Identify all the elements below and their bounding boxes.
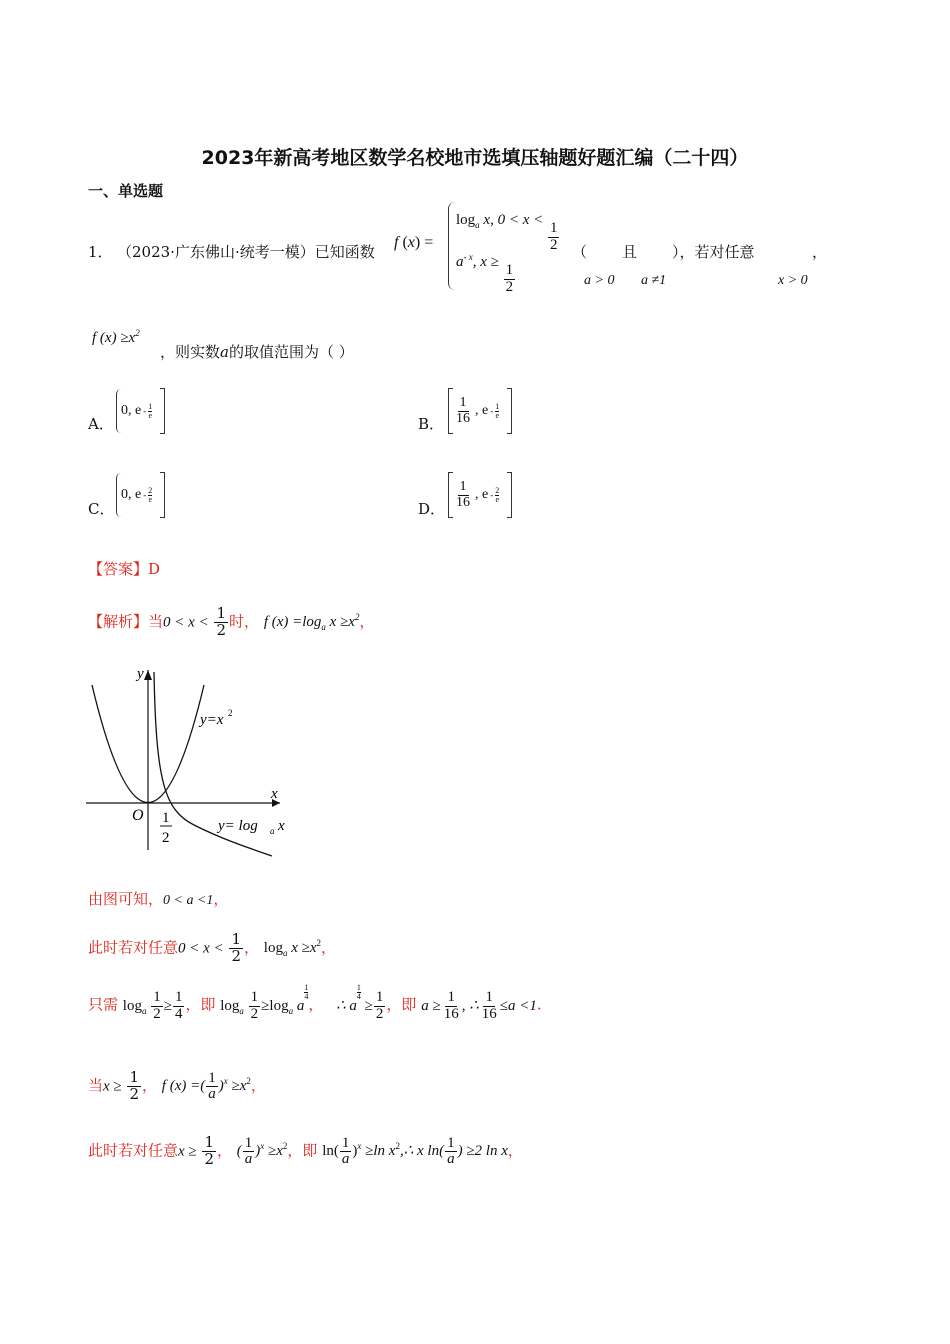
option-c-label[interactable]: C． — [88, 500, 115, 518]
log-label: y= log — [218, 818, 258, 834]
analysis-line-3: 此时若对任意0 < x < $\frac{1}{2}$ ， $\log_a x \ge x^2$， — [88, 930, 337, 965]
graph-x-label: x — [271, 786, 278, 802]
cond-a-positive: a > 0 — [584, 273, 615, 288]
log-label-base: a — [270, 826, 275, 836]
paren-open: （ — [572, 243, 588, 261]
cond-a-not-one: a ≠1 — [641, 273, 667, 288]
option-c-value[interactable]: 0, e - 2 e — [116, 472, 165, 518]
y-axis-arrow — [144, 670, 152, 680]
option-d-label[interactable]: D． — [418, 500, 446, 518]
parabola-label: y=x — [200, 712, 224, 728]
paren-close: ），若对任意 — [672, 243, 755, 261]
piece-2: $a^{- x}$, x ≥ $\frac{1}{2}$ — [456, 252, 514, 295]
analysis-line-2: 由图可知，0 < a <1， — [88, 890, 229, 908]
question-source: （2023·广东佛山·统考一模）已知函数 — [117, 243, 375, 261]
option-a-value[interactable]: 0, e - 1 e — [116, 388, 165, 434]
question-number: 1． — [88, 243, 113, 261]
option-b-value[interactable]: $\frac{1}{16}$ , e - 1 e — [448, 388, 512, 434]
graph-origin: O — [132, 807, 144, 824]
cond-x-positive: x > 0 — [778, 273, 808, 288]
parabola-label-exp: 2 — [228, 708, 233, 718]
analysis-line-1: 【解析】当0 < x < $\frac{1}{2}$ 时， f $(x) =\log_a$ $x \ge x^2$， — [88, 604, 375, 639]
graph-y-label: y — [137, 666, 144, 682]
option-d-value[interactable]: $\frac{1}{16}$ , e - 2 e — [448, 472, 512, 518]
log-label-var: x — [278, 818, 285, 834]
ask-text: ，则实数a的取值范围为（ ） — [160, 343, 354, 361]
graph-half-num: 1 — [162, 810, 170, 826]
section-heading: 一、单选题 — [88, 182, 164, 200]
analysis-line-4: 只需 $\log_a$ $\frac{1}{2}$ ≥ $\frac{1}{4}$ ，即 $\log_a$ $\frac{1}{2}$ $\ge\log_a$ a $^{\frac{1}{4}}$ ， ∴ a $^{\frac{1}{4}}$ ≥ $\frac{1}{2}$ ，即 a ≥ $\frac{1}{16}$ , ∴ $\frac{1}{16}$ ≤a <1. — [88, 983, 542, 1022]
option-b-label[interactable]: B． — [418, 415, 445, 433]
comma: ， — [812, 243, 828, 261]
page-title: 2023年新高考地区数学名校地市选填压轴题好题汇编（二十四） — [201, 147, 749, 169]
function-f-label: f (x) = — [394, 234, 434, 251]
piece-1: $\log_a x$, 0 < x < $\frac{1}{2}$ — [456, 212, 558, 253]
analysis-line-5: 当x ≥ $\frac{1}{2}$ ， f (x) =( $\frac{1}{a}$ )$^x \ge x^2$， — [88, 1068, 266, 1103]
graph-half-den: 2 — [162, 830, 170, 846]
analysis-line-6: 此时若对任意x ≥ $\frac{1}{2}$ ， ( $\frac{1}{a}$ )$^x \ge x^2$，即 ln( $\frac{1}{a}$ )$^x$ ≥ln $x^2,\therefore$ x ln( $\frac{1}{a}$ ) ≥2 ln x， — [88, 1133, 523, 1168]
option-a-label[interactable]: A． — [88, 415, 114, 433]
function-graph — [84, 660, 304, 860]
piecewise-brace — [448, 202, 455, 294]
paren-mid: 且 — [622, 243, 638, 261]
answer: 【答案】D — [88, 560, 161, 578]
inequality: f $(x) \ge x^2$ — [92, 328, 140, 346]
